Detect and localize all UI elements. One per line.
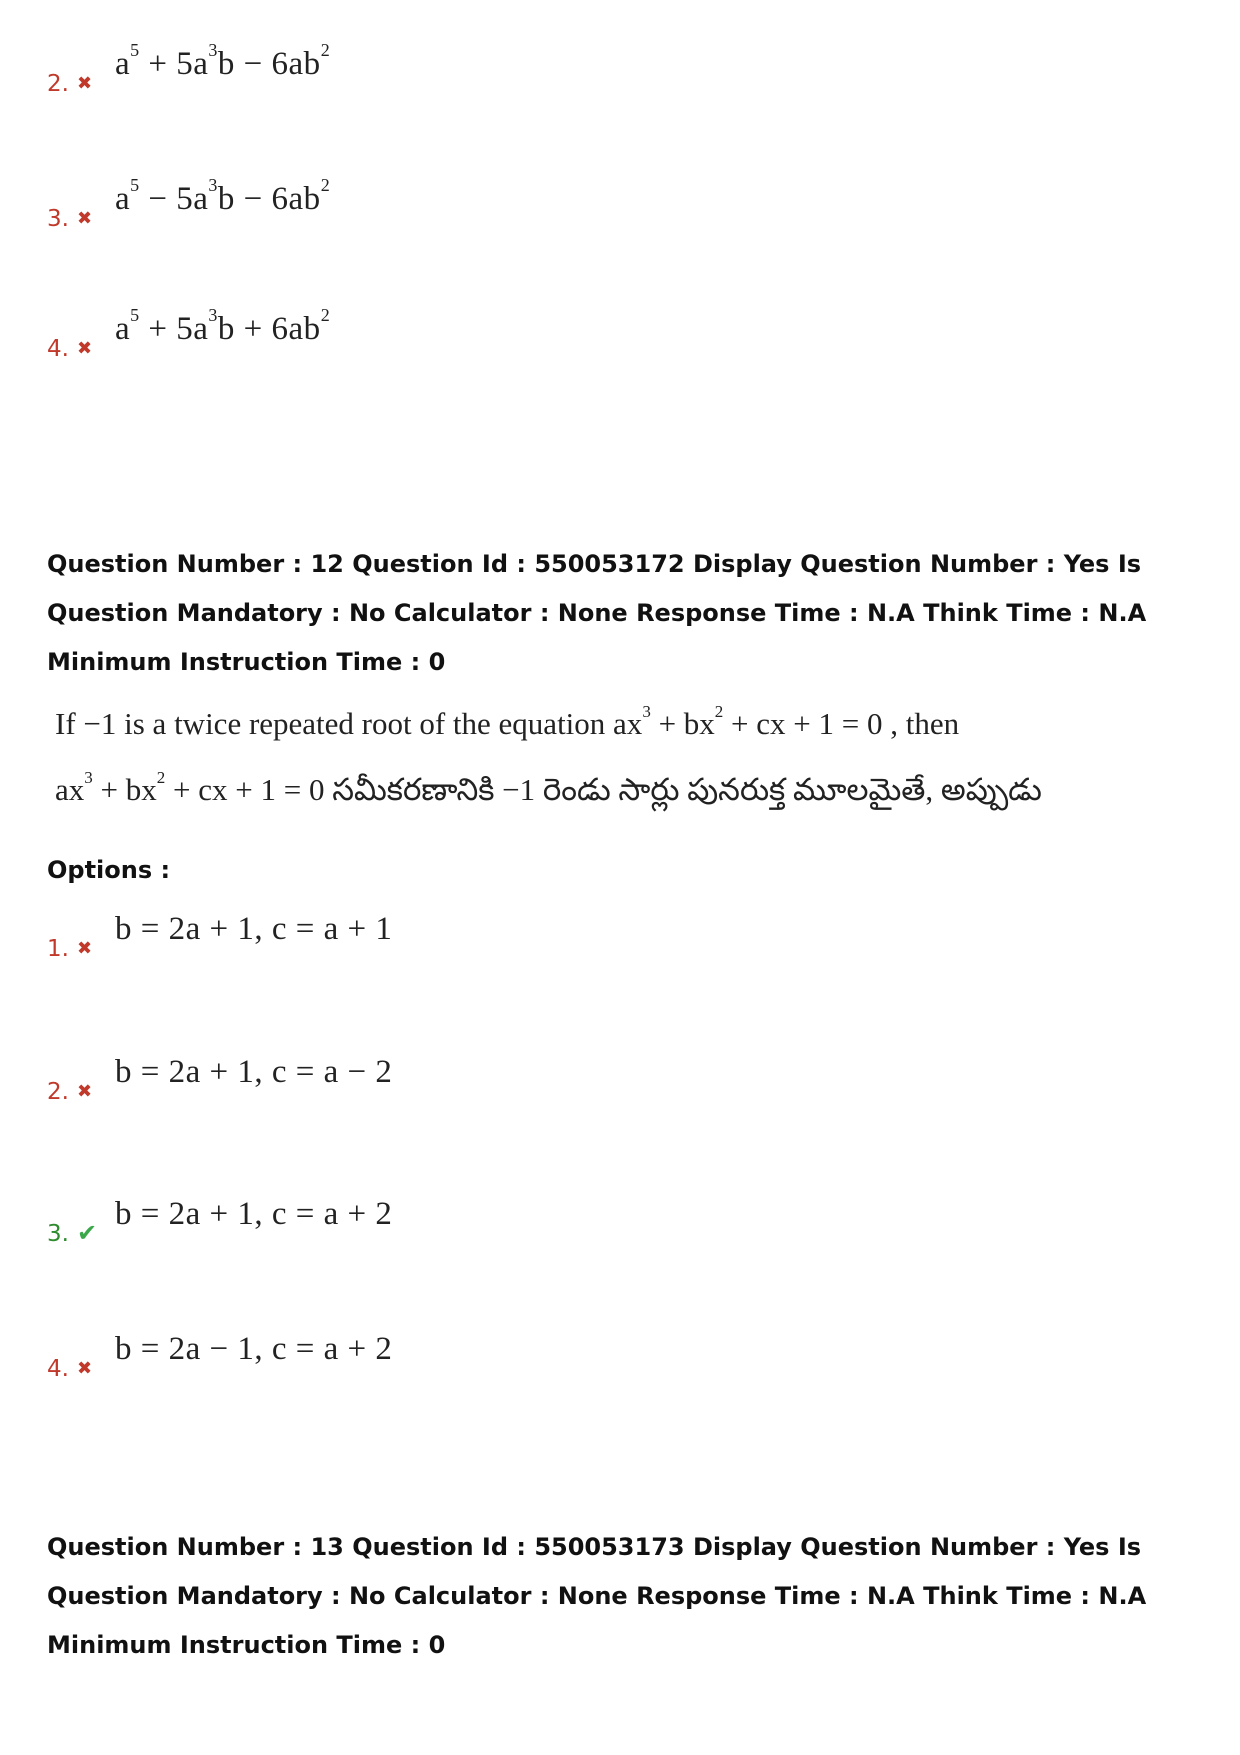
option-row	[47, 1054, 393, 1105]
option-expression: b = 2a + 1, c = a − 2	[115, 1054, 393, 1090]
cross-icon: ✖	[77, 1358, 93, 1379]
option-expression: b = 2a + 1, c = a + 1	[115, 911, 393, 947]
cross-icon: ✖	[77, 208, 93, 229]
option-expression: b = 2a − 1, c = a + 2	[115, 1331, 393, 1367]
option-number: 2.	[47, 1079, 69, 1105]
option-row	[47, 175, 331, 232]
options-label: Options :	[47, 856, 171, 884]
option-row	[47, 1196, 393, 1247]
option-row	[47, 1331, 393, 1382]
option-number: 3.	[47, 206, 69, 232]
option-number: 4.	[47, 336, 69, 362]
option-number: 1.	[47, 936, 69, 962]
option-row	[47, 305, 331, 362]
option-expression: $a^5 + 5a^3b + 6ab^2$	[115, 305, 331, 347]
question-text-english: If −1 is a twice repeated root of the equation $ax^3 + bx^2$ + cx + 1 = 0 , then	[55, 701, 960, 741]
question-meta: Question Number : 13 Question Id : 550053173 Display Question Number : Yes Is Question Mandatory : No Calculator : None Response Time : N.A Think Time : N.A Minimum Instruction Time : 0	[47, 1533, 1147, 1659]
check-icon: ✔	[77, 1219, 98, 1247]
question-text-telugu: $ax^3 + bx^2$ + cx + 1 = 0 సమీకరణానికి −1 రెండు సార్లు పునరుక్త మూలమైతే, అప్పుడు	[55, 767, 1042, 807]
option-row	[47, 40, 331, 97]
question-meta: Question Number : 12 Question Id : 550053172 Display Question Number : Yes Is Question Mandatory : No Calculator : None Response Time : N.A Think Time : N.A Minimum Instruction Time : 0	[47, 550, 1147, 676]
option-expression: $a^5 - 5a^3b - 6ab^2$	[115, 175, 331, 217]
option-row	[47, 911, 393, 962]
cross-icon: ✖	[77, 73, 93, 94]
cross-icon: ✖	[77, 938, 93, 959]
cross-icon: ✖	[77, 338, 93, 359]
option-expression: b = 2a + 1, c = a + 2	[115, 1196, 393, 1232]
option-number: 2.	[47, 71, 69, 97]
option-expression: $a^5 + 5a^3b - 6ab^2$	[115, 40, 331, 82]
option-number: 4.	[47, 1356, 69, 1382]
option-number: 3.	[47, 1221, 69, 1247]
cross-icon: ✖	[77, 1081, 93, 1102]
